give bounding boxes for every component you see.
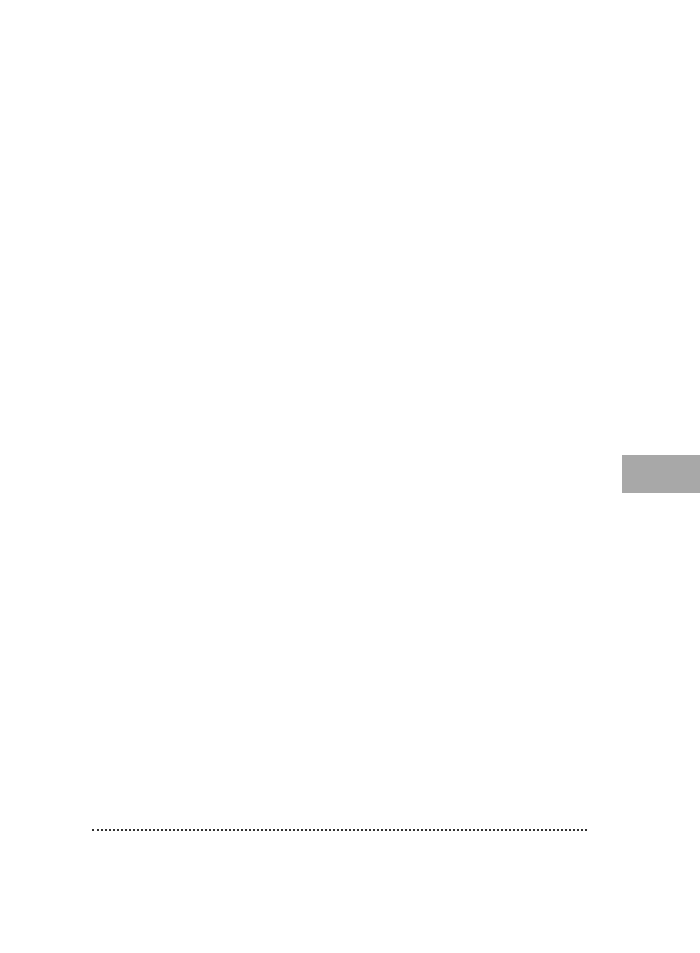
leader-dots — [92, 828, 587, 831]
chapter-tab — [622, 455, 700, 493]
toc-entry-afterword[interactable] — [88, 832, 591, 859]
toc-afterword — [88, 832, 591, 859]
